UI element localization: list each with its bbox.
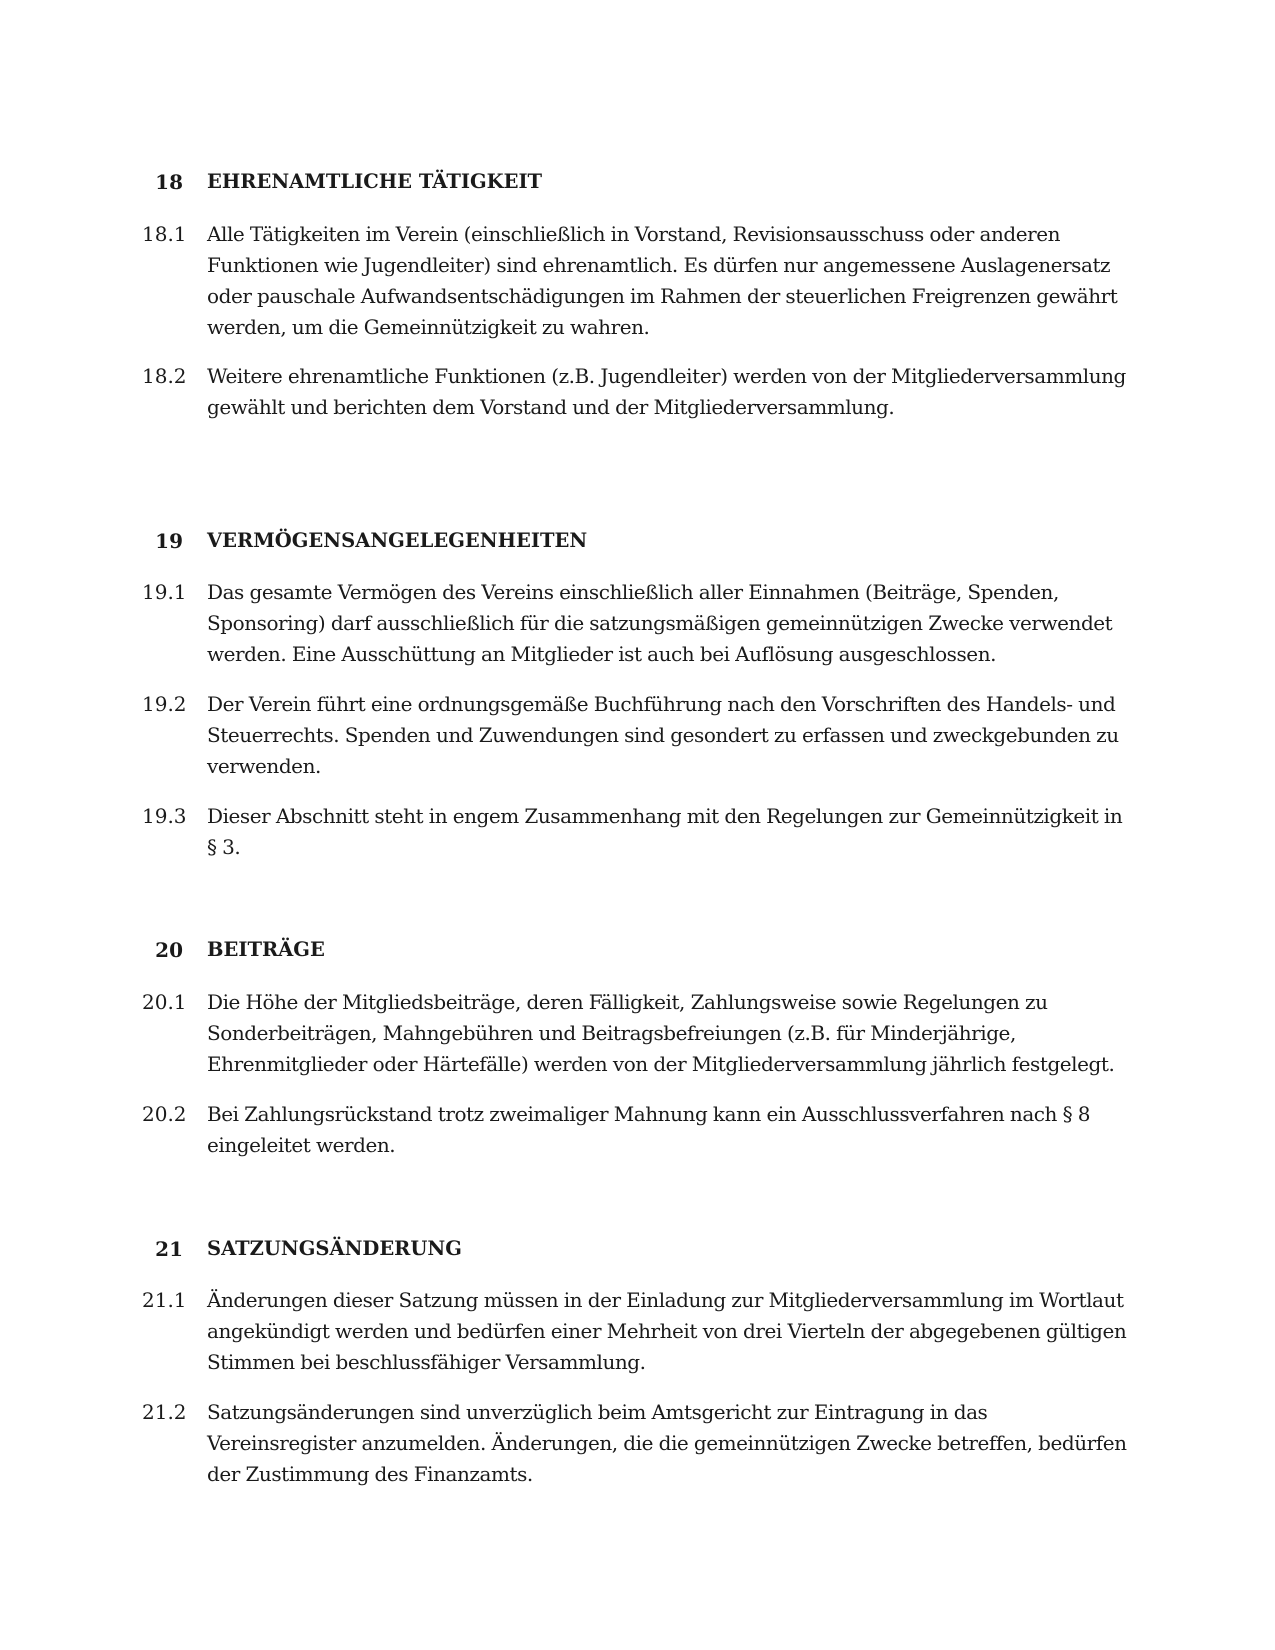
clause-number: 21.2 <box>142 1400 187 1424</box>
clause-number: 18.2 <box>142 364 187 388</box>
clause-text: Die Höhe der Mitgliedsbeiträge, deren Fälligkeit, Zahlungsweise sowie Regelungen zu Sonderbeiträgen, Mahngebühren und Beitragsbefreiungen (z.B. für Minderjährige, Ehrenmitglieder oder Härtefälle) werden von der Mitgliederversammlung jährlich festgelegt. <box>207 990 1115 1076</box>
section-heading <box>0 1234 1275 1264</box>
clause-number: 19.1 <box>142 580 187 604</box>
section-title: VERMÖGENSANGELEGENHEITEN <box>207 529 588 552</box>
clause-number: 20.2 <box>142 1102 187 1126</box>
clause-text: Der Verein führt eine ordnungsgemäße Buchführung nach den Vorschriften des Handels- und Steuerrechts. Spenden und Zuwendungen sind gesondert zu erfassen und zweckgebunden zu verwenden. <box>207 692 1119 778</box>
section-title: BEITRÄGE <box>207 938 325 961</box>
clause-number: 20.1 <box>142 990 187 1014</box>
clause-text: Alle Tätigkeiten im Verein (einschließlich in Vorstand, Revisionsausschuss oder anderen Funktionen wie Jugendleiter) sind ehrenamtlich. Es dürfen nur angemessene Auslagenersatz oder pauschale Aufwandsentschädigungen im Rahmen der steuerlichen Freigrenzen gewährt werden, um die Gemeinnützigkeit zu wahren. <box>207 222 1118 339</box>
clause-text: Änderungen dieser Satzung müssen in der Einladung zur Mitgliederversammlung im Wortlaut angekündigt werden und bedürfen einer Mehrheit von drei Vierteln der abgegebenen gültigen Stimmen bei beschlussfähiger Versammlung. <box>207 1288 1127 1374</box>
section-number: 19 <box>155 529 183 553</box>
section-number: 20 <box>155 938 183 962</box>
clause-number: 19.3 <box>142 804 187 828</box>
section-heading <box>0 167 1275 197</box>
clause-text: Satzungsänderungen sind unverzüglich beim Amtsgericht zur Eintragung in das Vereinsregister anzumelden. Änderungen, die die gemeinnützigen Zwecke betreffen, bedürfen der Zustimmung des Finanzamts. <box>207 1400 1127 1486</box>
clause-text: Dieser Abschnitt steht in engem Zusammenhang mit den Regelungen zur Gemeinnützigkeit in § 3. <box>207 804 1123 859</box>
section-number: 21 <box>155 1237 183 1261</box>
section-title: SATZUNGSÄNDERUNG <box>207 1237 462 1260</box>
clause-text: Das gesamte Vermögen des Vereins einschließlich aller Einnahmen (Beiträge, Spenden, Sponsoring) darf ausschließlich für die satzungsmäßigen gemeinnützigen Zwecke verwendet werden. Eine Ausschüttung an Mitglieder ist auch bei Auflösung ausgeschlossen. <box>207 580 1113 666</box>
clause-number: 21.1 <box>142 1288 187 1312</box>
section-title: EHRENAMTLICHE TÄTIGKEIT <box>207 170 543 193</box>
clause-number: 19.2 <box>142 692 187 716</box>
clause-number: 18.1 <box>142 222 187 246</box>
clause-text: Bei Zahlungsrückstand trotz zweimaliger Mahnung kann ein Ausschlussverfahren nach § 8 eingeleitet werden. <box>207 1102 1091 1157</box>
clause-text: Weitere ehrenamtliche Funktionen (z.B. Jugendleiter) werden von der Mitgliederversammlung gewählt und berichten dem Vorstand und der Mitgliederversammlung. <box>207 364 1126 419</box>
section-heading <box>0 935 1275 965</box>
section-heading <box>0 526 1275 556</box>
section-number: 18 <box>155 170 183 194</box>
